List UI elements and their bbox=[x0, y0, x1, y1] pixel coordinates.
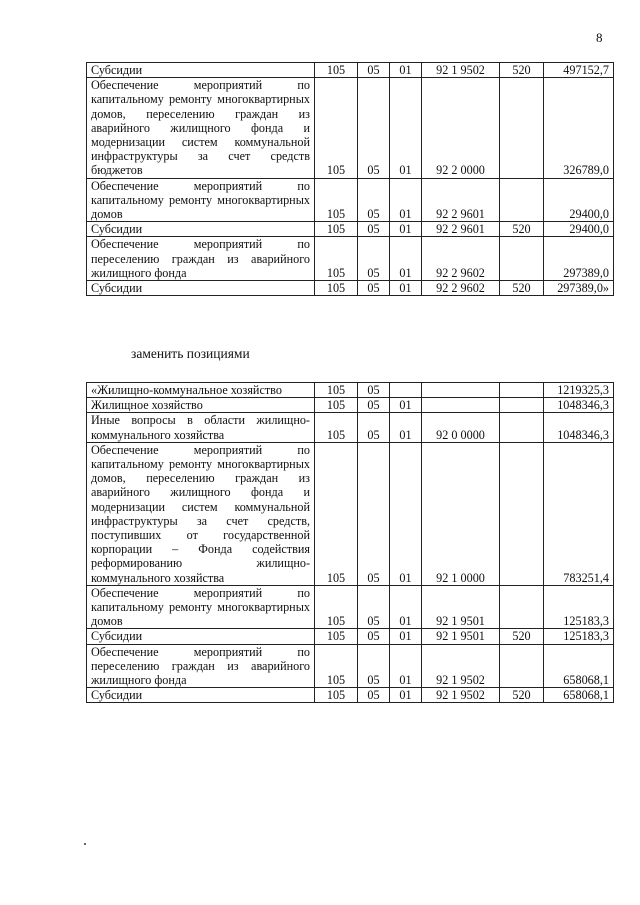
item-code-cell: 01 bbox=[390, 178, 422, 222]
target-code-cell: 92 0 0000 bbox=[422, 413, 500, 442]
item-code-cell: 01 bbox=[390, 78, 422, 178]
row-name-cell: Жилищное хозяйство bbox=[87, 398, 315, 413]
table-row bbox=[87, 222, 614, 237]
table-row bbox=[87, 383, 614, 398]
section-code-cell: 105 bbox=[315, 63, 358, 78]
expense-type-cell bbox=[500, 78, 544, 178]
expense-type-cell: 520 bbox=[500, 222, 544, 237]
amount-cell: 1219325,3 bbox=[544, 383, 614, 398]
table-row bbox=[87, 63, 614, 78]
amount-cell: 1048346,3 bbox=[544, 398, 614, 413]
expense-type-cell bbox=[500, 644, 544, 688]
row-name-cell: Обеспечение мероприятий по капитальному ремонту многоквартирных домов bbox=[87, 178, 315, 222]
target-code-cell bbox=[422, 383, 500, 398]
row-name-cell: Субсидии bbox=[87, 63, 315, 78]
budget-table-after bbox=[86, 382, 614, 703]
section-code-cell: 105 bbox=[315, 222, 358, 237]
amount-cell: 658068,1 bbox=[544, 688, 614, 703]
section-code-cell: 105 bbox=[315, 78, 358, 178]
item-code-cell: 01 bbox=[390, 644, 422, 688]
item-code-cell: 01 bbox=[390, 585, 422, 629]
table-row bbox=[87, 585, 614, 629]
amount-cell: 497152,7 bbox=[544, 63, 614, 78]
item-code-cell: 01 bbox=[390, 629, 422, 644]
target-code-cell bbox=[422, 398, 500, 413]
row-name-cell: Обеспечение мероприятий по капитальному ремонту многоквартирных домов bbox=[87, 585, 315, 629]
subsection-code-cell: 05 bbox=[358, 63, 390, 78]
amount-cell: 29400,0 bbox=[544, 178, 614, 222]
row-name-cell: Обеспечение мероприятий по капитальному ремонту многоквартирных домов, переселению граждан из аварийного жилищного фонда и модернизации систем коммунальной инфраструктуры за счет средств бюджетов bbox=[87, 78, 315, 178]
subsection-code-cell: 05 bbox=[358, 413, 390, 442]
expense-type-cell: 520 bbox=[500, 629, 544, 644]
table-row bbox=[87, 688, 614, 703]
subsection-code-cell: 05 bbox=[358, 383, 390, 398]
table-row bbox=[87, 442, 614, 585]
amount-cell: 326789,0 bbox=[544, 78, 614, 178]
subsection-code-cell: 05 bbox=[358, 644, 390, 688]
amount-cell: 297389,0» bbox=[544, 281, 614, 296]
expense-type-cell: 520 bbox=[500, 63, 544, 78]
item-code-cell: 01 bbox=[390, 281, 422, 296]
row-name-cell: Субсидии bbox=[87, 629, 315, 644]
subsection-code-cell: 05 bbox=[358, 398, 390, 413]
amount-cell: 29400,0 bbox=[544, 222, 614, 237]
section-code-cell: 105 bbox=[315, 383, 358, 398]
table-row bbox=[87, 398, 614, 413]
item-code-cell bbox=[390, 383, 422, 398]
target-code-cell: 92 2 0000 bbox=[422, 78, 500, 178]
section-code-cell: 105 bbox=[315, 629, 358, 644]
table-row bbox=[87, 178, 614, 222]
amount-cell: 783251,4 bbox=[544, 442, 614, 585]
subsection-code-cell: 05 bbox=[358, 178, 390, 222]
target-code-cell: 92 2 9602 bbox=[422, 237, 500, 281]
section-code-cell: 105 bbox=[315, 442, 358, 585]
expense-type-cell: 520 bbox=[500, 688, 544, 703]
subsection-code-cell: 05 bbox=[358, 585, 390, 629]
subsection-code-cell: 05 bbox=[358, 78, 390, 178]
table-row bbox=[87, 644, 614, 688]
target-code-cell: 92 1 9502 bbox=[422, 688, 500, 703]
target-code-cell: 92 2 9601 bbox=[422, 222, 500, 237]
section-code-cell: 105 bbox=[315, 398, 358, 413]
expense-type-cell bbox=[500, 178, 544, 222]
row-name-cell: Обеспечение мероприятий по переселению граждан из аварийного жилищного фонда bbox=[87, 644, 315, 688]
item-code-cell: 01 bbox=[390, 442, 422, 585]
target-code-cell: 92 2 9601 bbox=[422, 178, 500, 222]
expense-type-cell bbox=[500, 398, 544, 413]
section-code-cell: 105 bbox=[315, 281, 358, 296]
amount-cell: 297389,0 bbox=[544, 237, 614, 281]
row-name-cell: Субсидии bbox=[87, 281, 315, 296]
subsection-code-cell: 05 bbox=[358, 688, 390, 703]
expense-type-cell: 520 bbox=[500, 281, 544, 296]
section-code-cell: 105 bbox=[315, 644, 358, 688]
subsection-code-cell: 05 bbox=[358, 281, 390, 296]
target-code-cell: 92 1 9502 bbox=[422, 644, 500, 688]
target-code-cell: 92 2 9602 bbox=[422, 281, 500, 296]
section-code-cell: 105 bbox=[315, 585, 358, 629]
item-code-cell: 01 bbox=[390, 222, 422, 237]
expense-type-cell bbox=[500, 237, 544, 281]
subsection-code-cell: 05 bbox=[358, 222, 390, 237]
expense-type-cell bbox=[500, 383, 544, 398]
budget-table-before bbox=[86, 62, 614, 296]
scan-speck bbox=[84, 843, 86, 845]
row-name-cell: Иные вопросы в области жилищно-коммунального хозяйства bbox=[87, 413, 315, 442]
subsection-code-cell: 05 bbox=[358, 442, 390, 585]
subsection-code-cell: 05 bbox=[358, 237, 390, 281]
table-row bbox=[87, 281, 614, 296]
expense-type-cell bbox=[500, 585, 544, 629]
table-row bbox=[87, 78, 614, 178]
section-code-cell: 105 bbox=[315, 178, 358, 222]
section-code-cell: 105 bbox=[315, 237, 358, 281]
table-row bbox=[87, 629, 614, 644]
row-name-cell: Обеспечение мероприятий по капитальному ремонту многоквартирных домов, переселению граждан из аварийного жилищного фонда и модернизации систем коммунальной инфраструктуры за счет средств, поступивших от государственной корпорации – Фонда содействия реформированию жилищно-коммунального хозяйства bbox=[87, 442, 315, 585]
expense-type-cell bbox=[500, 413, 544, 442]
section-heading: заменить позициями bbox=[131, 346, 250, 361]
amount-cell: 658068,1 bbox=[544, 644, 614, 688]
target-code-cell: 92 1 0000 bbox=[422, 442, 500, 585]
target-code-cell: 92 1 9502 bbox=[422, 63, 500, 78]
amount-cell: 125183,3 bbox=[544, 629, 614, 644]
table-row bbox=[87, 413, 614, 442]
target-code-cell: 92 1 9501 bbox=[422, 629, 500, 644]
row-name-cell: «Жилищно-коммунальное хозяйство bbox=[87, 383, 315, 398]
row-name-cell: Обеспечение мероприятий по переселению граждан из аварийного жилищного фонда bbox=[87, 237, 315, 281]
amount-cell: 1048346,3 bbox=[544, 413, 614, 442]
amount-cell: 125183,3 bbox=[544, 585, 614, 629]
item-code-cell: 01 bbox=[390, 63, 422, 78]
item-code-cell: 01 bbox=[390, 413, 422, 442]
item-code-cell: 01 bbox=[390, 237, 422, 281]
section-code-cell: 105 bbox=[315, 688, 358, 703]
page-number: 8 bbox=[596, 30, 603, 45]
table-row bbox=[87, 237, 614, 281]
target-code-cell: 92 1 9501 bbox=[422, 585, 500, 629]
row-name-cell: Субсидии bbox=[87, 222, 315, 237]
section-code-cell: 105 bbox=[315, 413, 358, 442]
item-code-cell: 01 bbox=[390, 398, 422, 413]
expense-type-cell bbox=[500, 442, 544, 585]
row-name-cell: Субсидии bbox=[87, 688, 315, 703]
item-code-cell: 01 bbox=[390, 688, 422, 703]
subsection-code-cell: 05 bbox=[358, 629, 390, 644]
